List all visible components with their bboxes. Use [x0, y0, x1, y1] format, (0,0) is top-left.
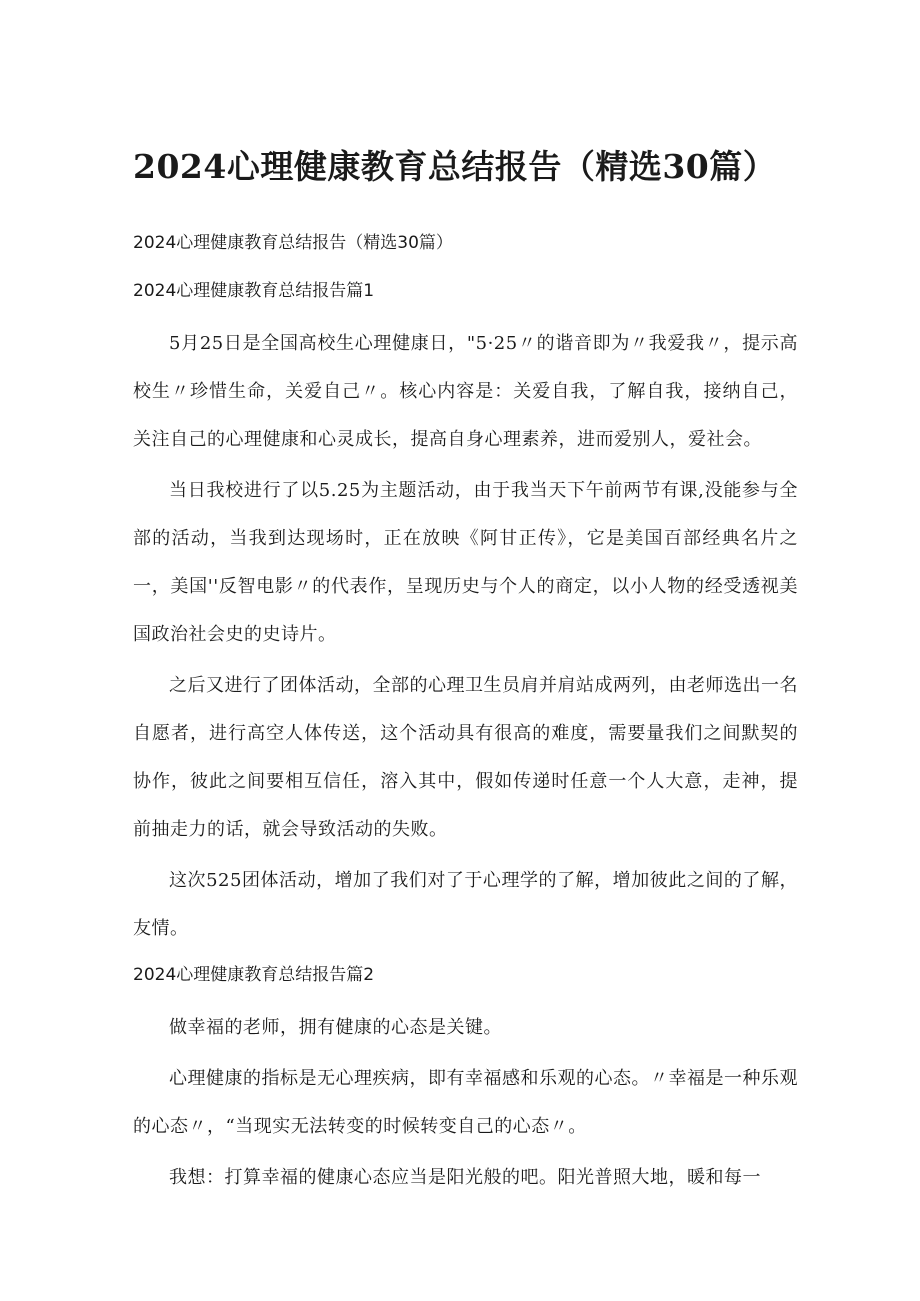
document-subtitle: 2024心理健康教育总结报告（精选30篇）	[133, 233, 453, 253]
section-heading: 2024心理健康教育总结报告篇1	[133, 281, 375, 301]
paragraph: 心理健康的指标是无心理疾病，即有幸福感和乐观的心态。〃幸福是一种乐观的心态〃，“当现实无法转变的时候转变自己的心态〃。	[133, 1068, 798, 1137]
section-1	[133, 272, 798, 953]
section-2	[133, 956, 798, 1202]
section-heading: 2024心理健康教育总结报告篇2	[133, 965, 375, 985]
paragraph: 当日我校进行了以5.25为主题活动，由于我当天下午前两节有课,没能参与全部的活动，当我到达现场时，正在放映《阿甘正传》，它是美国百部经典名片之一，美国''反智电影〃的代表作，呈现历史与个人的商定，以小人物的经受透视美国政治社会史的史诗片。	[133, 480, 798, 645]
paragraph: 5月25日是全国高校生心理健康日，"5·25〃的谐音即为〃我爱我〃，提示高校生〃珍惜生命，关爱自己〃。核心内容是：关爱自我，了解自我，接纳自己，关注自己的心理健康和心灵成长，提高自身心理素养，进而爱别人，爱社会。	[133, 333, 798, 450]
document-body	[133, 224, 798, 1205]
paragraph: 这次525团体活动，增加了我们对了于心理学的了解，增加彼此之间的了解，友情。	[133, 870, 798, 939]
paragraph: 我想：打算幸福的健康心态应当是阳光般的吧。阳光普照大地，暖和每一	[169, 1167, 761, 1188]
document-title: 2024心理健康教育总结报告（精选30篇）	[133, 147, 777, 186]
paragraph: 之后又进行了团体活动，全部的心理卫生员肩并肩站成两列，由老师选出一名自愿者，进行高空人体传送，这个活动具有很高的难度，需要量我们之间默契的协作，彼此之间要相互信任，溶入其中，假如传递时任意一个人大意，走神，提前抽走力的话，就会导致活动的失败。	[133, 675, 798, 840]
paragraph: 做幸福的老师，拥有健康的心态是关键。	[169, 1017, 502, 1038]
